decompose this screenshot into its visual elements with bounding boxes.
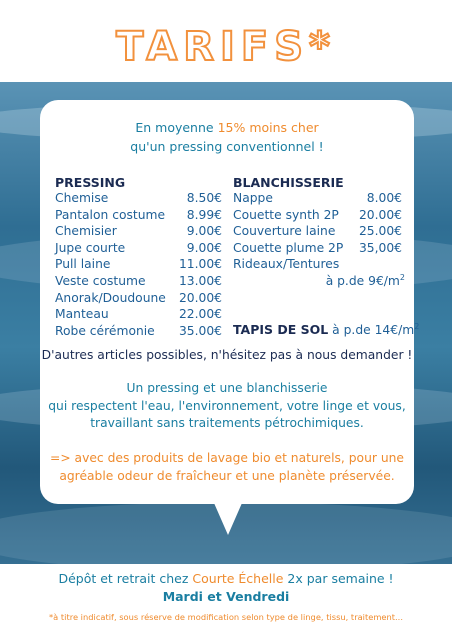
bio-line: => avec des produits de lavage bio et naturels, pour une xyxy=(50,451,404,465)
list-item xyxy=(55,223,222,240)
item-name: Couette plume 2P xyxy=(233,240,344,255)
list-item xyxy=(55,290,222,307)
item-price: 20.00€ xyxy=(178,290,222,305)
item-price: 13.00€ xyxy=(178,274,222,288)
shop-name: Courte Échelle xyxy=(192,571,284,586)
item-price: 8.00€ xyxy=(366,191,402,205)
item-price: 35.00€ xyxy=(178,323,222,338)
item-name: Nappe xyxy=(233,191,273,205)
item-price: 22.00€ xyxy=(178,307,222,322)
list-item xyxy=(55,256,222,273)
discount-highlight: 15% moins cher xyxy=(217,120,319,135)
item-name: Manteau xyxy=(55,307,109,322)
item-price: 9.00€ xyxy=(186,240,222,255)
tapis-price-text: à p.de 14€/m xyxy=(328,323,415,338)
item-name: Robe cérémonie xyxy=(55,323,155,338)
item-name: Pantalon costume xyxy=(55,207,166,222)
item-name: Chemise xyxy=(55,191,109,205)
list-item xyxy=(233,223,402,240)
list-item xyxy=(55,190,222,207)
rideaux-price xyxy=(233,273,405,288)
list-item xyxy=(55,207,222,224)
item-price: 8.99€ xyxy=(186,207,222,222)
item-price: 11.00€ xyxy=(178,257,222,272)
bio-text xyxy=(44,450,410,485)
unit-exponent: 2 xyxy=(414,322,420,331)
depot-text: Dépôt et retrait chez xyxy=(58,571,193,586)
item-price: 25.00€ xyxy=(358,224,402,239)
list-item xyxy=(233,256,402,273)
eco-line: Un pressing et une blanchisserie xyxy=(126,381,328,395)
list-item xyxy=(55,306,222,323)
list-item xyxy=(233,190,402,207)
item-name: Couverture laine xyxy=(233,224,336,239)
pressing-title: PRESSING xyxy=(55,175,126,190)
list-item xyxy=(55,240,222,257)
item-name: Jupe courte xyxy=(55,240,126,255)
eco-text xyxy=(40,380,414,433)
item-name: Rideaux/Tentures xyxy=(233,257,340,271)
item-price: 20.00€ xyxy=(358,207,402,222)
intro-line2: qu'un pressing conventionnel ! xyxy=(130,139,324,154)
item-price: 9.00€ xyxy=(186,224,222,239)
list-item xyxy=(233,207,402,224)
bio-line: agréable odeur de fraîcheur et une planète préservée. xyxy=(59,468,395,483)
tapis-price xyxy=(233,322,419,337)
item-name: Pull laine xyxy=(55,257,111,272)
eco-line: qui respectent l'eau, l'environnement, votre linge et vous, xyxy=(48,398,406,413)
rideaux-price-text: à p.de 9€/m xyxy=(325,274,400,289)
other-items-text: D'autres articles possibles, n'hésitez pas à nous demander ! xyxy=(41,348,413,362)
page-title xyxy=(0,24,452,70)
title-text: TARIFS* xyxy=(116,24,336,70)
unit-exponent: 2 xyxy=(399,273,405,282)
intro-line1: En moyenne xyxy=(135,120,218,135)
blanchisserie-title: BLANCHISSERIE xyxy=(233,175,344,190)
intro-text xyxy=(40,118,414,156)
list-item xyxy=(55,323,222,340)
item-price: 8.50€ xyxy=(186,191,222,205)
depot-frequency: 2x par semaine ! xyxy=(283,571,394,586)
list-item xyxy=(233,240,402,257)
item-name: Couette synth 2P xyxy=(233,207,339,222)
list-item xyxy=(55,273,222,290)
item-name: Anorak/Doudoune xyxy=(55,290,166,305)
eco-line: travaillant sans traitements pétrochimiques. xyxy=(90,416,364,430)
item-name: Chemisier xyxy=(55,224,117,239)
item-name: Veste costume xyxy=(55,274,146,288)
speech-bubble-tail xyxy=(214,503,242,535)
footnote: *à titre indicatif, sous réserve de modification selon type de linge, tissu, traitement... xyxy=(49,612,403,622)
tapis-label: TAPIS DE SOL xyxy=(233,322,329,338)
depot-days: Mardi et Vendredi xyxy=(162,589,290,604)
depot-info xyxy=(0,570,452,606)
item-price: 35,00€ xyxy=(358,240,402,255)
